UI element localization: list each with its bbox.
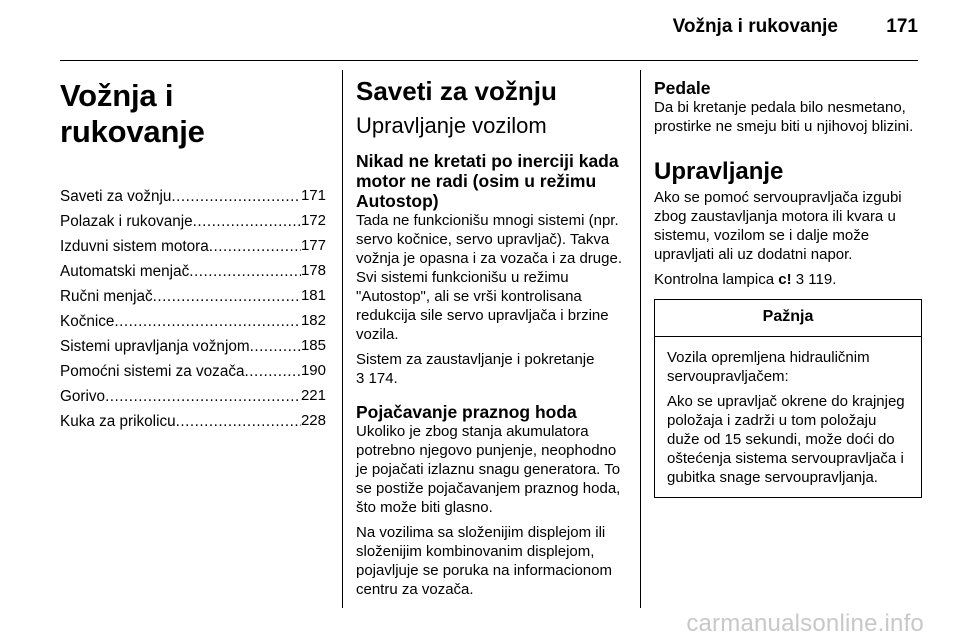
idle-heading: Pojačavanje praznog hoda [356,402,577,422]
toc-leader-dots [114,311,301,336]
toc-leader-dots [105,386,301,411]
watermark: carmanualsonline.info [686,610,924,637]
notice-paragraph: Ako se upravljač okrene do krajnjeg položaja i zadrži u tom položaju duže od 15 sekundi, može doći do oštećenja sistema servoupravljača i gubitka snage servoupravljanja. [667,393,905,486]
toc-item[interactable] [60,411,326,436]
toc-leader-dots [171,186,301,211]
toc-item-page: 181 [300,287,326,304]
toc-item-page: 190 [300,362,326,379]
coasting-heading: Nikad ne kretati po inerciji kada motor ne radi (osim u režimu Autostop) [356,151,619,211]
notice-title: Pažnja [655,300,921,337]
reference-arrow-icon: 3 [795,271,805,288]
toc-item-page: 172 [300,212,326,229]
toc-item-page: 178 [300,262,326,279]
notice-body [655,337,921,497]
toc-item-label: Automatski menjač [60,263,190,280]
toc-item-label: Kočnice [60,313,115,330]
toc-item-page: 221 [300,387,326,404]
middle-column [356,62,624,605]
toc-item[interactable] [60,286,326,311]
steering-title: Upravljanje [654,158,784,185]
running-title: Vožnja i rukovanje [672,16,838,37]
chapter-title: Vožnja i rukovanje [60,78,205,149]
toc-item-label: Pomoćni sistemi za vozača [60,363,245,380]
reference-page: 174. [368,370,398,387]
toc-leader-dots [193,211,301,236]
cross-reference[interactable] [356,350,624,388]
page-header [60,0,918,61]
toc-item-label: Ručni menjač [60,288,153,305]
toc-leader-dots [153,286,301,311]
warning-lamp-text: Kontrolna lampica [654,271,775,288]
page-number: 171 [886,16,918,37]
toc-item[interactable] [60,336,326,361]
toc-item-label: Kuka za prikolicu [60,413,176,430]
toc-leader-dots [189,261,301,286]
table-of-contents [60,186,326,436]
notice-paragraph: Vozila opremljena hidrauličnim servoupravljačem: [667,349,870,385]
toc-item-label: Gorivo [60,388,106,405]
toc-leader-dots [244,361,300,386]
steering-warning-lamp-icon: c! [778,271,792,288]
pedals-body: Da bi kretanje pedala bilo nesmetano, prostirke ne smeju biti u njihovoj blizini. [654,99,914,135]
column-divider [640,70,641,608]
toc-item-label: Saveti za vožnju [60,188,172,205]
toc-column [60,62,326,436]
toc-item[interactable] [60,361,326,386]
reference-arrow-icon: 3 [356,370,365,387]
toc-item-page: 182 [300,312,326,329]
toc-item-label: Izduvni sistem motora [60,238,209,255]
toc-item[interactable] [60,236,326,261]
toc-item-page: 228 [300,412,326,429]
idle-body: Ukoliko je zbog stanja akumulatora potrebno njegovo punjenje, neophodno je pojačati izlaznu snagu generatora. To se postiže pojačavanjem praznog hoda, što može biti glasno. [356,423,621,516]
toc-item[interactable] [60,386,326,411]
toc-item-page: 177 [300,237,326,254]
toc-leader-dots [250,336,301,361]
toc-leader-dots [176,411,301,436]
column-divider [342,70,343,608]
caution-notice [654,299,922,498]
toc-item-label: Polazak i rukovanje [60,213,193,230]
section-title: Saveti za vožnju [356,76,557,106]
pedals-heading: Pedale [654,78,711,98]
toc-item[interactable] [60,311,326,336]
warning-lamp-reference[interactable] [654,270,922,289]
steering-body: Ako se pomoć servoupravljača izgubi zbog zaustavljanja motora ili kvara u sistemu, vozilom se i dalje može upravljati ali uz dodatni napor. [654,189,902,263]
toc-item[interactable] [60,261,326,286]
toc-item-page: 171 [300,187,326,204]
toc-item[interactable] [60,186,326,211]
right-column [654,62,922,498]
section-subtitle: Upravljanje vozilom [356,113,547,138]
idle-body: Na vozilima sa složenijim displejom ili složenijim kombinovanim displejom, pojavljuje se poruka na informacionom centru za vozača. [356,524,612,598]
toc-leader-dots [209,236,301,261]
reference-page: 119. [808,271,837,288]
cross-reference-text: Sistem za zaustavljanje i pokretanje [356,351,595,368]
toc-item[interactable] [60,211,326,236]
toc-item-page: 185 [300,337,326,354]
coasting-body: Tada ne funkcionišu mnogi sistemi (npr. servo kočnice, servo upravljač). Takva vožnja je opasna i za vozača i za druge. Svi sistemi funkcionišu u režimu "Autostop", ali se vrši kontrolisana redukcija sile servo upravljača i brzine vozila. [356,212,622,343]
toc-item-label: Sistemi upravljanja vožnjom [60,338,250,355]
